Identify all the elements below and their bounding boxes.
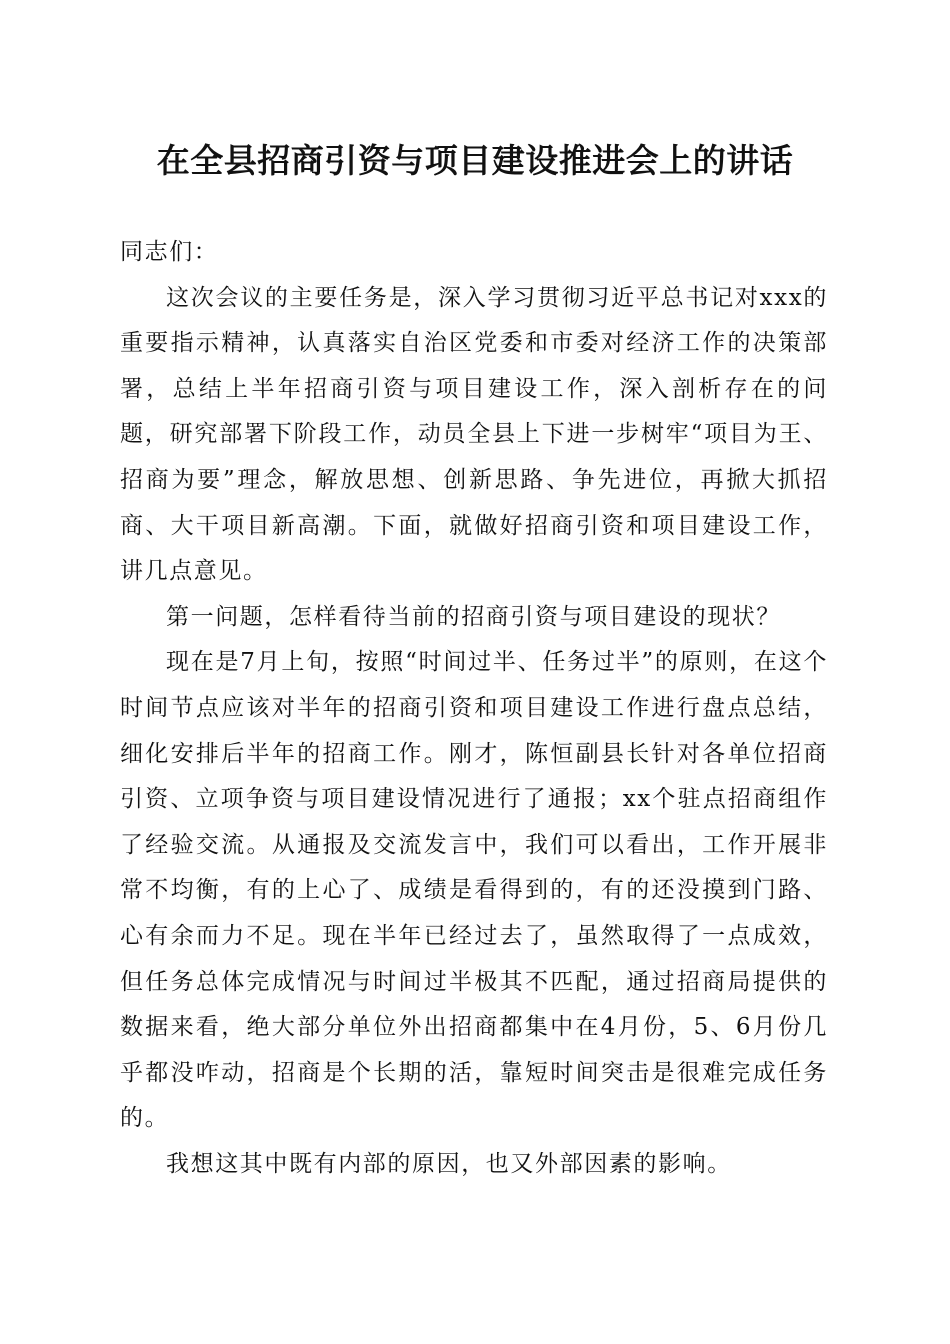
- document-title: 在全县招商引资与项目建设推进会上的讲话: [156, 141, 794, 180]
- section-heading: 第一问题，怎样看待当前的招商引资与项目建设的现状？: [166, 603, 781, 630]
- paragraph-status: 现在是7月上旬，按照“时间过半、任务过半”的原则，在这个时间节点应该对半年的招商引资和项目建设工作进行盘点总结，细化安排后半年的招商工作。刚才，陈恒副县长针对各单位招商引资、立项争资与项目建设情况进行了通报；xx个驻点招商组作了经验交流。从通报及交流发言中，我们可以看出，工作开展非常不均衡，有的上心了、成绩是看得到的，有的还没摸到门路、心有余而力不足。现在半年已经过去了，虽然取得了一点成效，但任务总体完成情况与时间过半极其不匹配，通过招商局提供的数据来看，绝大部分单位外出招商都集中在4月份，5、6月份几乎都没咋动，招商是个长期的活，靠短时间突击是很难完成任务的。: [120, 649, 828, 1132]
- paragraph-intro: 这次会议的主要任务是，深入学习贯彻习近平总书记对xxx的重要指示精神，认真落实自治区党委和市委对经济工作的决策部署，总结上半年招商引资与项目建设工作，深入剖析存在的问题，研究部署下阶段工作，动员全县上下进一步树牢“项目为王、招商为要”理念，解放思想、创新思路、争先进位，再掀大抓招商、大干项目新高潮。下面，就做好招商引资和项目建设工作，讲几点意见。: [120, 284, 828, 585]
- paragraph-reasons: 我想这其中既有内部的原因，也又外部因素的影响。: [166, 1150, 732, 1177]
- document-body: [120, 230, 828, 1187]
- salutation: 同志们：: [120, 239, 219, 265]
